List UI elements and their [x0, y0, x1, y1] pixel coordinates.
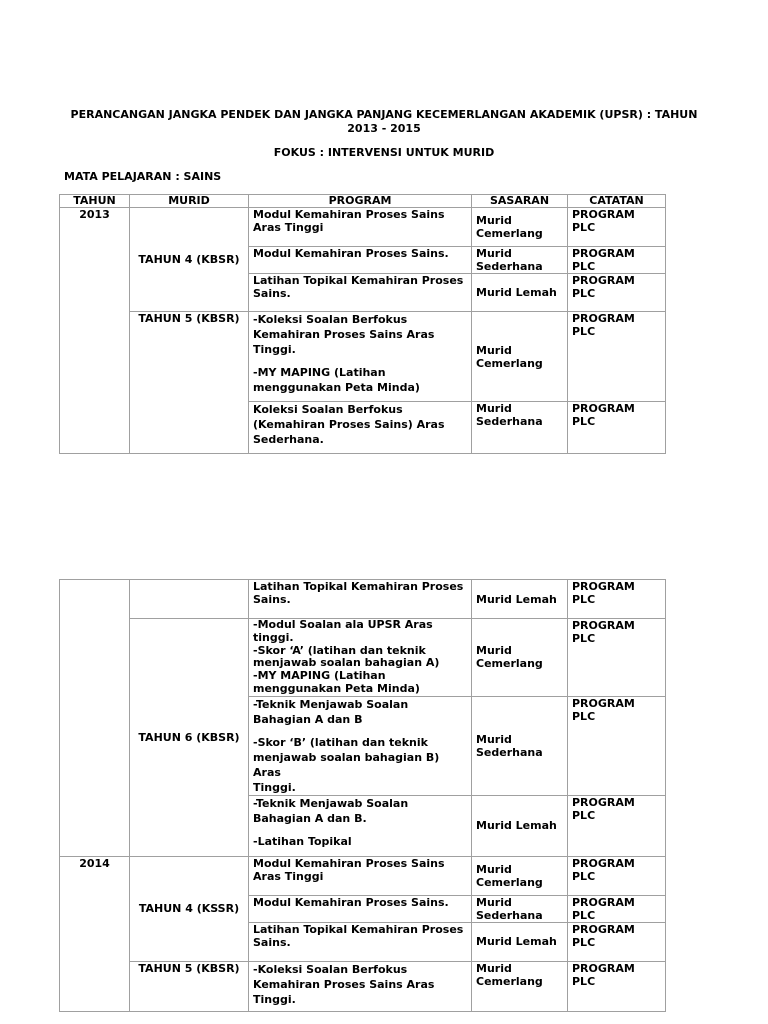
sasaran-line: Cemerlang [476, 657, 543, 671]
header-tahun: TAHUN [60, 195, 130, 208]
program-line: -Modul Soalan ala UPSR Aras [253, 618, 433, 631]
program-line: Sains. [253, 287, 291, 300]
sasaran-line: Sederhana [476, 415, 543, 428]
program-line: Aras Tinggi [253, 869, 324, 883]
program-line: Modul Kemahiran Proses Sains [253, 856, 445, 870]
program-line: -Teknik Menjawab Soalan [253, 796, 409, 810]
program-cell [249, 856, 472, 895]
catatan-cell: PROGRAM PLC [568, 312, 666, 402]
program-line: Latihan Topikal Kemahiran Proses [253, 580, 464, 593]
plan-table-continued [59, 579, 666, 1012]
focus-heading: FOKUS : INTERVENSI UNTUK MURID [273, 146, 495, 159]
table-row [60, 208, 666, 247]
sasaran-line: Murid [476, 343, 512, 357]
program-cell [249, 312, 472, 402]
catatan-cell: PROGRAM PLC [568, 696, 666, 795]
table-row [60, 619, 666, 697]
program-cell [249, 895, 472, 922]
sasaran-cell [472, 856, 568, 895]
program-line: -MY MAPING (Latihan [253, 366, 386, 379]
program-line: Tinggi. [253, 343, 296, 356]
catatan-cell: PROGRAM PLC [568, 856, 666, 895]
catatan-cell: PROGRAM PLC [568, 619, 666, 697]
program-line: Sains. [253, 593, 291, 606]
sasaran-line: Murid [476, 247, 512, 260]
program-cell [249, 696, 472, 795]
sasaran-line: Murid [476, 895, 512, 909]
program-cell [249, 922, 472, 961]
header-catatan: CATATAN [568, 195, 666, 208]
catatan-cell: PROGRAM PLC [568, 922, 666, 961]
catatan-cell: PROGRAM PLC [568, 795, 666, 856]
sasaran-line: Murid [476, 214, 512, 227]
document-title [60, 108, 708, 136]
sasaran-line: Murid Lemah [476, 935, 557, 949]
murid-cell: TAHUN 5 (KBSR) [130, 312, 249, 454]
title-line-2: 2013 - 2015 [347, 122, 421, 135]
sasaran-line: Murid [476, 732, 512, 746]
plan-table-2013 [59, 194, 666, 454]
program-cell [249, 961, 472, 1011]
program-cell [249, 208, 472, 247]
sasaran-line: Murid [476, 402, 512, 415]
program-line: Kemahiran Proses Sains Aras [253, 328, 435, 341]
sasaran-line: Cemerlang [476, 974, 543, 988]
program-line: Bahagian A dan B. [253, 811, 367, 825]
sasaran-line: Murid Lemah [476, 592, 557, 606]
catatan-cell: PROGRAM PLC [568, 402, 666, 454]
sasaran-line: Murid Lemah [476, 286, 557, 299]
murid-cell: TAHUN 4 (KBSR) [130, 208, 249, 312]
program-cell [249, 619, 472, 697]
program-line: Koleksi Soalan Berfokus [253, 403, 403, 416]
year-cell: 2014 [60, 856, 130, 1011]
program-cell [249, 580, 472, 619]
program-line: -Koleksi Soalan Berfokus [253, 313, 408, 326]
sasaran-cell [472, 795, 568, 856]
program-line: menjawab soalan bahagian B) Aras [253, 750, 440, 779]
program-line: -Koleksi Soalan Berfokus [253, 962, 408, 976]
program-line: -MY MAPING (Latihan [253, 669, 386, 683]
sasaran-line: Sederhana [476, 745, 543, 759]
catatan-cell: PROGRAM PLC [568, 961, 666, 1011]
program-line: -Latihan Topikal [253, 834, 352, 848]
sasaran-cell [472, 696, 568, 795]
sasaran-cell [472, 961, 568, 1011]
program-line: (Kemahiran Proses Sains) Aras [253, 418, 445, 431]
sasaran-cell [472, 402, 568, 454]
catatan-cell: PROGRAM PLC [568, 274, 666, 312]
year-cell-empty [60, 580, 130, 857]
table-row [60, 580, 666, 619]
sasaran-line: Murid [476, 862, 512, 876]
title-line-1: PERANCANGAN JANGKA PENDEK DAN JANGKA PANJANG KECEMERLANGAN AKADEMIK (UPSR) : TAHUN [70, 108, 698, 121]
program-cell [249, 247, 472, 274]
program-line: -Skor ‘A’ (latihan dan teknik [253, 643, 426, 657]
table-row [60, 856, 666, 895]
catatan-cell: PROGRAM PLC [568, 895, 666, 922]
program-line: menjawab soalan bahagian A) [253, 656, 440, 670]
murid-cell: TAHUN 6 (KBSR) [130, 619, 249, 857]
sasaran-line: Murid [476, 961, 512, 975]
program-line: Tinggi. [253, 780, 296, 794]
program-line: Modul Kemahiran Proses Sains. [253, 895, 449, 909]
header-murid: MURID [130, 195, 249, 208]
program-line: Modul Kemahiran Proses Sains [253, 208, 445, 221]
catatan-cell: PROGRAM PLC [568, 580, 666, 619]
program-line: tinggi. [253, 630, 294, 644]
subject-heading: MATA PELAJARAN : SAINS [64, 170, 222, 183]
program-line: Latihan Topikal Kemahiran Proses [253, 274, 464, 287]
program-line: Kemahiran Proses Sains Aras [253, 977, 435, 991]
program-line: Bahagian A dan B [253, 712, 363, 726]
program-line: menggunakan Peta Minda) [253, 381, 420, 394]
header-program: PROGRAM [249, 195, 472, 208]
sasaran-cell [472, 580, 568, 619]
program-line: Tinggi. [253, 992, 296, 1006]
sasaran-line: Sederhana [476, 908, 543, 922]
sasaran-line: Murid Lemah [476, 819, 557, 833]
sasaran-cell [472, 895, 568, 922]
table-row [60, 312, 666, 402]
sasaran-line: Cemerlang [476, 356, 543, 370]
sasaran-line: Sederhana [476, 260, 543, 273]
header-sasaran: SASARAN [472, 195, 568, 208]
murid-cell: TAHUN 4 (KSSR) [130, 856, 249, 961]
program-cell [249, 402, 472, 454]
sasaran-line: Cemerlang [476, 875, 543, 889]
program-line: Aras Tinggi [253, 221, 324, 234]
sasaran-cell [472, 922, 568, 961]
murid-cell: TAHUN 5 (KBSR) [130, 961, 249, 1011]
program-line: -Teknik Menjawab Soalan [253, 697, 409, 711]
program-line: Modul Kemahiran Proses Sains. [253, 247, 449, 260]
program-line: Sains. [253, 935, 291, 949]
sasaran-line: Cemerlang [476, 227, 543, 240]
sasaran-cell [472, 208, 568, 247]
program-cell [249, 795, 472, 856]
program-cell [249, 274, 472, 312]
sasaran-cell [472, 274, 568, 312]
program-line: Latihan Topikal Kemahiran Proses [253, 922, 464, 936]
catatan-cell: PROGRAM PLC [568, 247, 666, 274]
program-line: Sederhana. [253, 433, 324, 446]
sasaran-line: Murid [476, 644, 512, 658]
sasaran-cell [472, 312, 568, 402]
table-row [60, 961, 666, 1011]
sasaran-cell [472, 247, 568, 274]
murid-cell-empty [130, 580, 249, 619]
program-line: menggunakan Peta Minda) [253, 681, 420, 695]
year-cell: 2013 [60, 208, 130, 454]
table-header-row [60, 195, 666, 208]
catatan-cell: PROGRAM PLC [568, 208, 666, 247]
sasaran-cell [472, 619, 568, 697]
program-line: -Skor ‘B’ (latihan dan teknik [253, 735, 428, 749]
